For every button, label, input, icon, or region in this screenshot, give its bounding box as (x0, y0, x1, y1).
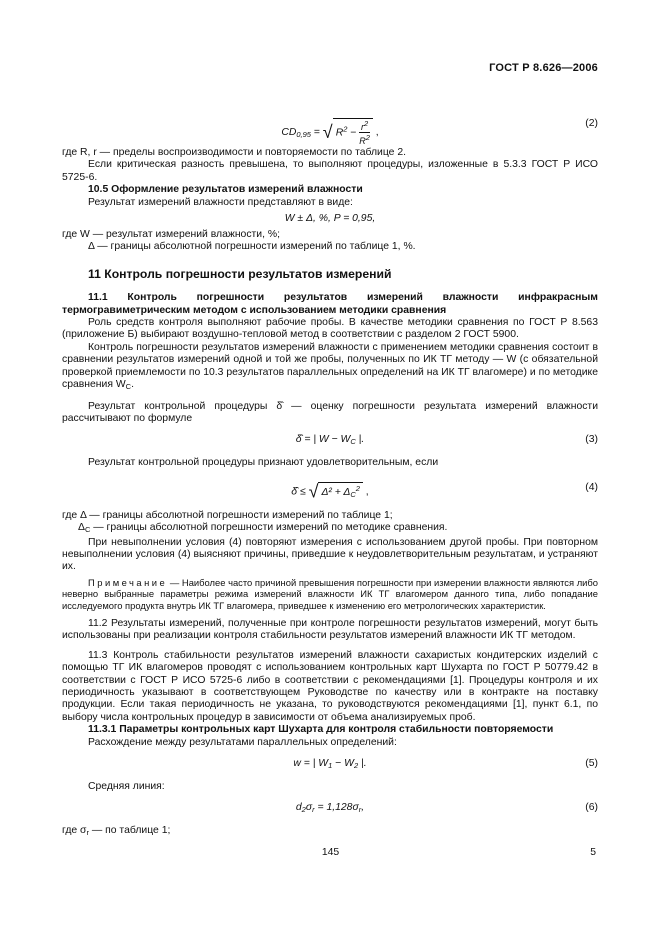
equation-3-expression (62, 434, 598, 448)
eq4-rad-sub: C (350, 489, 356, 499)
equation-2-expression: $CD_{0,95}$ = √ $R^2$ − $\frac{r^2}{R^2}$ , (281, 119, 379, 146)
eq4-lhs: δ̂ ≤ (291, 486, 309, 498)
eq6-d: , (361, 802, 365, 814)
where4b-rest: — границы абсолютной погрешности измерений по методике сравнения. (90, 522, 448, 534)
section-11-1-para-3: Результат контрольной процедуры δ̂ — оценку погрешности результата измерений влажности рассчитывают по формуле (62, 400, 598, 424)
note-text: — Наиболее часто причиной превышения погрешности при измерении влажности являются либо неверно выбранные параметры режима измерений влажности ИК ТГ влагомером данного типа, либо попадание исследуемого продукта внутрь ИК ТГ влагомера, приведшее к изменению его метрологических характеристик. (62, 576, 598, 611)
equation-result-expression: W ± Δ, %, P = 0,95, (284, 213, 376, 225)
where6-rest: — по таблице 1; (88, 825, 171, 837)
eq2-fraction (359, 119, 370, 146)
where4b-sub: C (84, 525, 91, 535)
where-6 (62, 825, 598, 839)
eq2-frac-top-sup: 2 (363, 119, 369, 128)
radical-sign-icon: √ (308, 481, 319, 502)
equation-6-number: (6) (585, 802, 598, 814)
paragraph-critical-difference: Если критическая разность превышена, то выполняют процедуры, изложенные в 5.3.3 ГОСТ Р ИСО 5725-6. (62, 159, 598, 183)
eq4-tail: , (362, 486, 369, 498)
equation-5-number: (5) (585, 758, 598, 770)
eq6-c: = 1,128σ (314, 802, 359, 814)
equation-5 (62, 753, 598, 775)
where-delta: Δ — границы абсолютной погрешности измерений по таблице 1, %. (88, 241, 416, 253)
section-11-1-para-4: Результат контрольной процедуры признают удовлетворительным, если (88, 457, 439, 469)
section-11-2: 11.2 Результаты измерений, полученные при контроле погрешности результатов измерений, могут быть использованы при реализации контроля стабильности результатов измерений влажности ИК ТГ методом. (62, 617, 598, 642)
radical-sign-icon: √ (322, 121, 333, 142)
eq2-rad-a: R (335, 127, 344, 139)
eq2-frac-bot-sup: 2 (365, 133, 370, 142)
eq6-c-sub: r (358, 805, 362, 815)
s111-p2-sub: C (125, 382, 132, 392)
equation-5-expression (62, 758, 598, 772)
section-11-1-para-1: Роль средств контроля выполняют рабочие пробы. В качестве методики сравнения по ГОСТ Р 8.563 (приложение Б) выбирают воздушно-тепловой метод в соответствии с разделом 2 ГОСТ 5900. (62, 317, 598, 341)
equation-3-number: (3) (585, 434, 598, 446)
note-label: Примечание (88, 576, 168, 588)
eq6-a-sub: 2 (301, 805, 306, 815)
document-body (62, 103, 598, 840)
note (62, 577, 598, 611)
equation-6 (62, 797, 598, 819)
eq5-close: |. (358, 758, 367, 770)
eq5-sub1: 1 (328, 761, 333, 771)
equation-2 (62, 107, 598, 146)
section-11-1-para-2 (62, 342, 598, 394)
eq5-expr: w = | W (293, 758, 329, 770)
eq5-mid: − W (332, 758, 354, 770)
eq6-b: σ (305, 802, 313, 814)
standard-header: ГОСТ Р 8.626—2006 (489, 62, 598, 74)
eq3-close: |. (355, 434, 365, 446)
eq2-radicand: $R^2$ − $\frac{r^2}{R^2}$ (333, 118, 373, 146)
section-11-3-1-para-1: Расхождение между результатами параллельных определений: (88, 736, 397, 748)
section-11-3-1-para-2: Средняя линия: (88, 781, 165, 793)
section-11-3-1-title: 11.3.1 Параметры контрольных карт Шухарта для контроля стабильности повторяемости (88, 724, 554, 736)
eq2-lhs-sub: 0,95 (296, 129, 311, 139)
eq2-frac-bot: R (359, 136, 366, 146)
eq4-rad-sup: 2 (355, 483, 360, 493)
where6-sub: r (86, 828, 89, 838)
eq6-a: d (295, 802, 302, 814)
equation-3 (62, 429, 598, 451)
sheet-number: 5 (590, 847, 596, 858)
page-number: 145 (321, 847, 340, 858)
where6-text: где σ (62, 825, 87, 837)
s111-p2-end: . (131, 379, 134, 391)
section-11-3: 11.3 Контроль стабильности результатов измерений влажности сахаристых кондитерских изделий с помощью ТГ ИК влагомеров проводят с использованием контрольных карт Шухарта по ГОСТ Р 50779.42 в соответствии с ГОСТ Р ИСО 5725-6 либо в соответствии с рекомендациями [1]. Процедуры контроля и их периодичность указывают в соответствующем Руководстве по качеству или в контракте на поставку продукции. Если такая периодичность не указана, то руководствуются рекомендациями [1], пункт 6.1, по выбору числа контрольных процедур в зависимости от объема анализируемых проб. (62, 649, 598, 723)
where-4-delta-c (62, 522, 598, 536)
eq3-sub: C (350, 437, 356, 447)
s111-p2-text: Контроль погрешности результатов измерений влажности с применением методики сравнения состоит в сравнении результатов измерений одной и той же пробы, полученных по ИК ТГ методу — W (с обязательной проверкой приемлемости по 10.3 результатов параллельных определений на ИК ТГ влагомере) и по методике сравнения W (62, 341, 598, 391)
equation-2-number: (2) (585, 118, 598, 129)
equation-4-number: (4) (585, 481, 598, 493)
where-w: где W — результат измерений влажности, %; (62, 229, 280, 241)
eq2-lhs: CD (281, 126, 297, 138)
section-11-title: 11 Контроль погрешности результатов измерений (88, 266, 392, 281)
eq5-sub2: 2 (353, 761, 359, 771)
section-11-1-title: 11.1 Контроль погрешности результатов измерений влажности инфракрасным термогравиметрическим методом с использованием методики сравнения (62, 292, 598, 316)
paragraph-r-limits: где R, r — пределы воспроизводимости и повторяемости по таблице 2. (62, 147, 407, 158)
eq4-rad: Δ² + Δ (321, 486, 351, 498)
section-10-5-title: 10.5 Оформление результатов измерений влажности (88, 184, 363, 196)
eq6-b-sub: r (312, 805, 315, 815)
eq3-expr: δ̂ = | W − W (295, 434, 351, 446)
equation-6-expression (62, 802, 598, 816)
equation-result-form (62, 211, 598, 227)
section-11-1-para-5: При невыполнении условия (4) повторяют измерения с использованием другой пробы. При повторном невыполнении условия (4) выясняют причины, приведшие к неудовлетворительным результатам, и устраняют их. (62, 536, 598, 573)
eq2-frac-top: r (360, 122, 364, 132)
section-10-5-intro: Результат измерений влажности представляют в виде: (88, 196, 353, 208)
eq4-radicand (318, 482, 362, 501)
eq2-rad-a-sup: 2 (343, 124, 348, 134)
where-4-delta: где Δ — границы абсолютной погрешности измерений по таблице 1; (62, 509, 393, 521)
where4b-sym: Δ (78, 522, 85, 534)
equation-4 (62, 474, 598, 504)
equation-4-expression (62, 482, 598, 501)
